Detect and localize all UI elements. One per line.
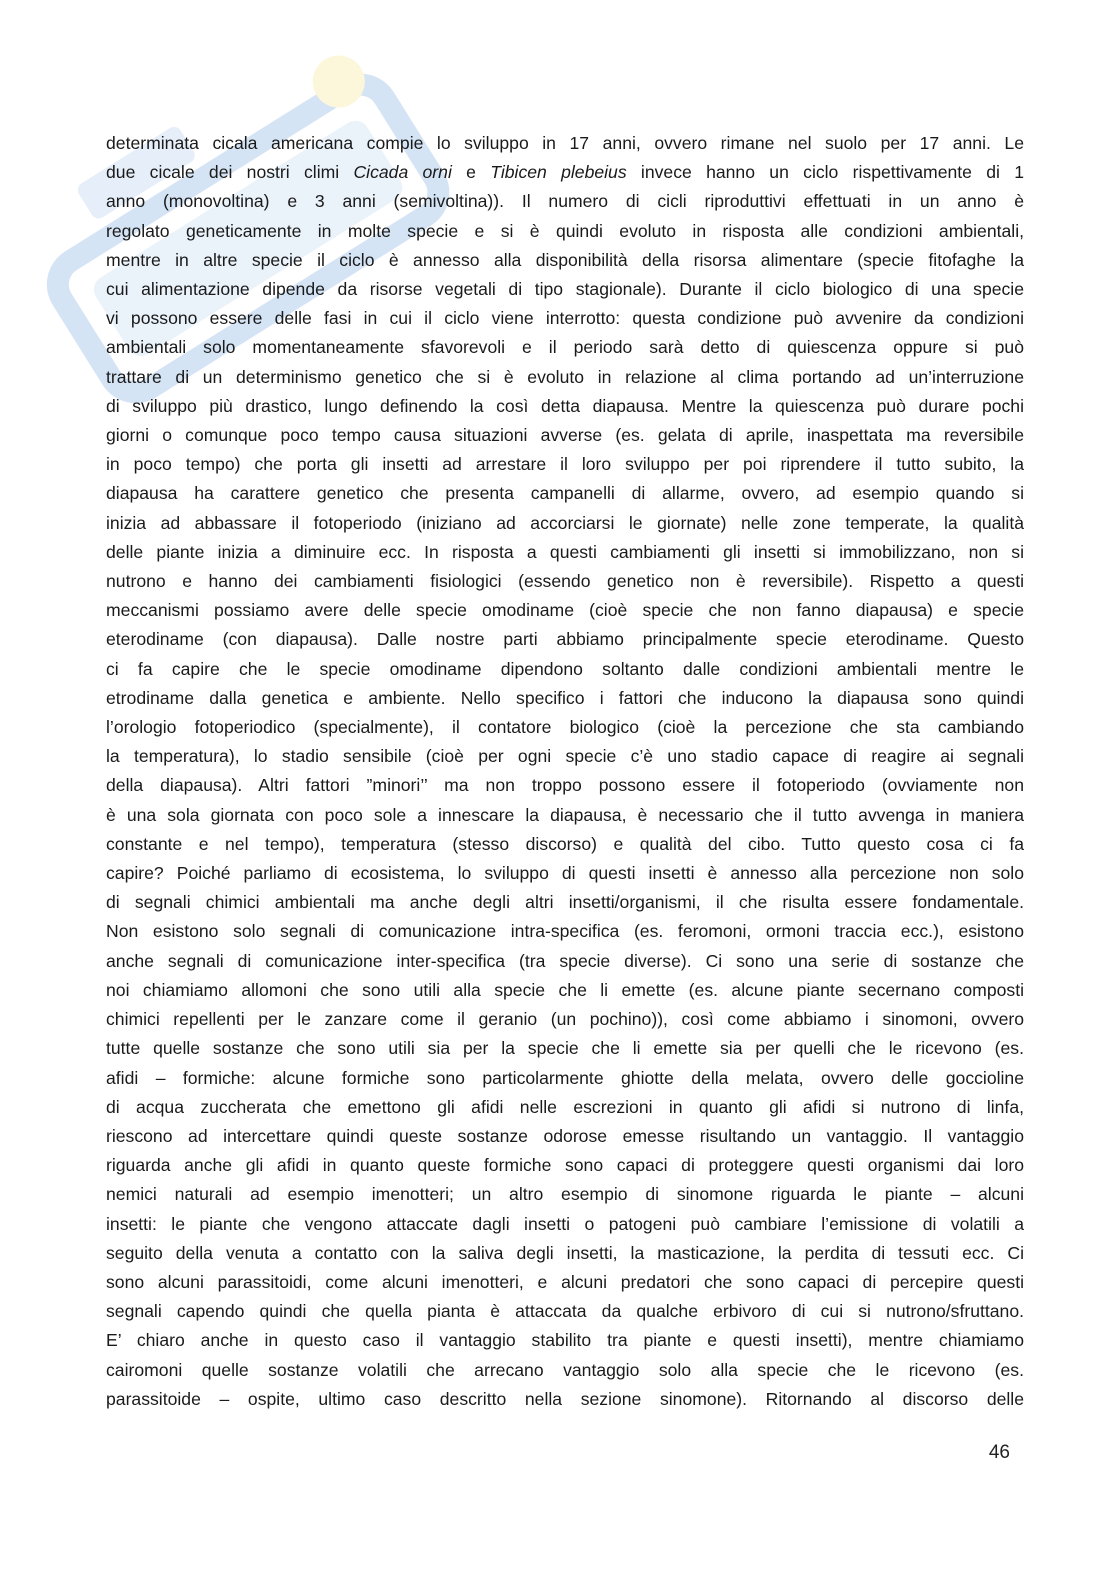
text-line: noi chiamiamo allomoni che sono utili alla specie che li emette (es. alcune piante secernano composti bbox=[106, 979, 1024, 1000]
text-line: regolato geneticamente in molte specie e si è quindi evoluto in risposta alle condizioni ambientali, bbox=[106, 220, 1024, 241]
text-line: inizia ad abbassare il fotoperiodo (iniziano ad accorciarsi le giornate) nelle zone temperate, la qualità bbox=[106, 512, 1024, 533]
text-line: riescono ad intercettare quindi queste sostanze odorose emesse risultando un vantaggio. Il vantaggio bbox=[106, 1125, 1024, 1146]
text-line: di segnali chimici ambientali ma anche degli altri insetti/organismi, il che risulta essere fondamentale. bbox=[106, 892, 1024, 913]
text-line: ambientali solo momentaneamente sfavorevoli e il periodo sarà detto di quiescenza oppure si può bbox=[106, 337, 1024, 358]
text-line: giorni o comunque poco tempo causa situazioni avverse (es. gelata di aprile, inaspettata ma reversibile bbox=[106, 425, 1024, 446]
page-number: 46 bbox=[988, 1442, 1010, 1463]
text-line: tutte quelle sostanze che sono utili sia per la specie che li emette sia per quelli che le ricevono (es. bbox=[106, 1038, 1024, 1059]
text-line: segnali capendo quindi che quella pianta è attaccata da qualche erbivoro di cui si nutrono/sfruttano. bbox=[106, 1301, 1024, 1322]
body-text bbox=[106, 129, 1024, 1414]
text-line: Non esistono solo segnali di comunicazione intra-specifica (es. feromoni, ormoni traccia ecc.), esistono bbox=[106, 921, 1024, 942]
text-line: riguarda anche gli afidi in quanto queste formiche sono capaci di proteggere questi organismi dai loro bbox=[106, 1155, 1024, 1176]
text-line: parassitoide – ospite, ultimo caso descritto nella sezione sinomone). Ritornando al discorso delle bbox=[106, 1388, 1024, 1409]
text-line: capire? Poiché parliamo di ecosistema, lo sviluppo di questi insetti è annesso alla percezione non solo bbox=[106, 863, 1024, 884]
text-line: E’ chiaro anche in questo caso il vantaggio stabilito tra piante e questi insetti), mentre chiamiamo bbox=[106, 1330, 1024, 1351]
text-line: anno (monovoltina) e 3 anni (semivoltina)). Il numero di cicli riproduttivi effettuati in un anno è bbox=[106, 191, 1024, 212]
text-line: in poco tempo) che porta gli insetti ad arrestare il loro sviluppo per poi riprendere il tutto subito, la bbox=[106, 454, 1024, 475]
text-line: vi possono essere delle fasi in cui il ciclo viene interrotto: questa condizione può avvenire da condizioni bbox=[106, 308, 1024, 329]
text-line: meccanismi possiamo avere delle specie omodiname (cioè specie che non fanno diapausa) e specie bbox=[106, 600, 1024, 621]
text-line: afidi – formiche: alcune formiche sono particolarmente ghiotte della melata, ovvero delle goccioline bbox=[106, 1067, 1024, 1088]
text-line: è una sola giornata con poco sole a innescare la diapausa, è necessario che il tutto avvenga in maniera bbox=[106, 804, 1024, 825]
text-line: cairomoni quelle sostanze volatili che arrecano vantaggio solo alla specie che le ricevono (es. bbox=[106, 1359, 1024, 1380]
text-line: constante e nel tempo), temperatura (stesso discorso) e qualità del cibo. Tutto questo cosa ci fa bbox=[106, 833, 1024, 854]
text-line: diapausa ha carattere genetico che presenta campanelli di allarme, ovvero, ad esempio quando si bbox=[106, 483, 1024, 504]
text-line: di sviluppo più drastico, lungo definendo la così detta diapausa. Mentre la quiescenza può durare pochi bbox=[106, 395, 1024, 416]
text-line: l’orologio fotoperiodico (specialmente), il contatore biologico (cioè la percezione che sta cambiando bbox=[106, 717, 1024, 738]
text-line: la temperatura), lo stadio sensibile (cioè per ogni specie c’è uno stadio capace di reagire ai segnali bbox=[106, 746, 1024, 767]
text-line: nemici naturali ad esempio imenotteri; un altro esempio di sinomone riguarda le piante – alcuni bbox=[106, 1184, 1024, 1205]
species-name: Cicada orni bbox=[353, 162, 452, 183]
text-line: etrodiname dalla genetica e ambiente. Nello specifico i fattori che inducono la diapausa sono quindi bbox=[106, 687, 1024, 708]
text-line: ci fa capire che le specie omodiname dipendono soltanto dalle condizioni ambientali mentre le bbox=[106, 658, 1024, 679]
text-line: eterodiname (con diapausa). Dalle nostre parti abbiamo principalmente specie eterodiname. Questo bbox=[106, 629, 1024, 650]
text-line: delle piante inizia a diminuire ecc. In risposta a questi cambiamenti gli insetti si immobilizzano, non si bbox=[106, 541, 1024, 562]
text-line: di acqua zuccherata che emettono gli afidi nelle escrezioni in quanto gli afidi si nutrono di linfa, bbox=[106, 1096, 1024, 1117]
text-line: nutrono e hanno dei cambiamenti fisiologici (essendo genetico non è reversibile). Rispetto a questi bbox=[106, 571, 1024, 592]
text-line: cui alimentazione dipende da risorse vegetali di tipo stagionale). Durante il ciclo biologico di una specie bbox=[106, 279, 1024, 300]
text-line: sono alcuni parassitoidi, come alcuni imenotteri, e alcuni predatori che sono capaci di percepire questi bbox=[106, 1271, 1024, 1292]
text-line: della diapausa). Altri fattori ”minori’’ ma non troppo possono essere il fotoperiodo (ovviamente non bbox=[106, 775, 1024, 796]
text-line: mentre in altre specie il ciclo è annesso alla disponibilità della risorsa alimentare (specie fitofaghe la bbox=[106, 249, 1024, 270]
text-line: trattare di un determinismo genetico che si è evoluto in relazione al clima portando ad un’interruzione bbox=[106, 366, 1024, 387]
text-line: due cicale dei nostri climi Cicada orni e Tibicen plebeius invece hanno un ciclo rispettivamente di 1 bbox=[106, 162, 1024, 183]
text-line: seguito della venuta a contatto con la saliva degli insetti, la masticazione, la perdita di tessuti ecc. Ci bbox=[106, 1242, 1024, 1263]
text-line: anche segnali di comunicazione inter-specifica (tra specie diverse). Ci sono una serie di sostanze che bbox=[106, 950, 1024, 971]
text-line: chimici repellenti per le zanzare come il geranio (un pochino)), così come abbiamo i sinomoni, ovvero bbox=[106, 1009, 1024, 1030]
species-name: Tibicen plebeius bbox=[490, 162, 627, 183]
text-line: insetti: le piante che vengono attaccate dagli insetti o patogeni può cambiare l’emissione di volatili a bbox=[106, 1213, 1024, 1234]
text-line: determinata cicala americana compie lo sviluppo in 17 anni, ovvero rimane nel suolo per 17 anni. Le bbox=[106, 133, 1024, 153]
